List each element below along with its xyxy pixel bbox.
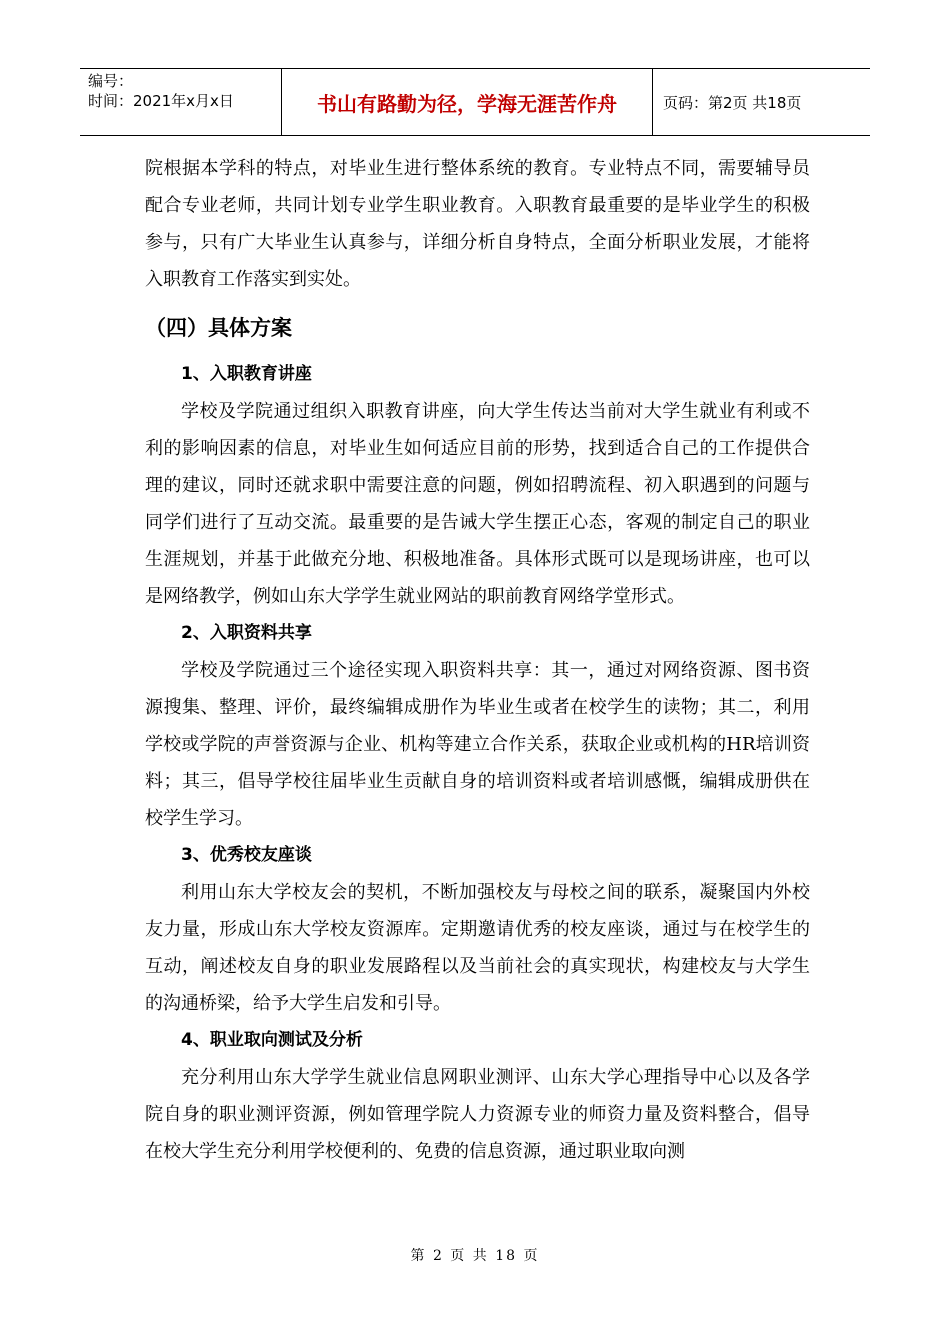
item-title: 4、职业取向测试及分析: [181, 1030, 363, 1050]
item-paragraph: 充分利用山东大学学生就业信息网职业测评、山东大学心理指导中心以及各学院自身的职业测评资源，例如管理学院人力资源专业的师资力量及资料整合，倡导在校大学生充分利用学校便利的、免费的信息资源，通过职业取向测: [145, 1067, 810, 1162]
document-date: 时间：2021年x月x日: [88, 92, 234, 110]
item-title: 1、入职教育讲座: [181, 364, 312, 384]
document-number: 编号：: [88, 72, 134, 90]
item-paragraph: 学校及学院通过三个途径实现入职资料共享：其一，通过对网络资源、图书资源搜集、整理、评价，最终编辑成册作为毕业生或者在校学生的读物；其二，利用学校或学院的声誉资源与企业、机构等建立合作关系，获取企业或机构的HR培训资料；其三，倡导学校往届毕业生贡献自身的培训资料或者培训感慨，编辑成册供在校学生学习。: [145, 660, 810, 829]
item-title: 3、优秀校友座谈: [181, 845, 312, 865]
header-meta: [80, 69, 282, 135]
section-title: （四）具体方案: [145, 316, 292, 340]
header-motto: 书山有路勤为径，学海无涯苦作舟: [282, 69, 653, 135]
item-paragraph: 学校及学院通过组织入职教育讲座，向大学生传达当前对大学生就业有利或不利的影响因素的信息，对毕业生如何适应目前的形势，找到适合自己的工作提供合理的建议，同时还就求职中需要注意的问题，例如招聘流程、初入职遇到的问题与同学们进行了互动交流。最重要的是告诫大学生摆正心态，客观的制定自己的职业生涯规划，并基于此做充分地、积极地准备。具体形式既可以是现场讲座，也可以是网络教学，例如山东大学学生就业网站的职前教育网络学堂形式。: [145, 401, 810, 607]
item-paragraph: 利用山东大学校友会的契机，不断加强校友与母校之间的联系，凝聚国内外校友力量，形成山东大学校友资源库。定期邀请优秀的校友座谈，通过与在校学生的互动，阐述校友自身的职业发展路程以及当前社会的真实现状，构建校友与大学生的沟通桥梁，给予大学生启发和引导。: [145, 882, 810, 1014]
item-title: 2、入职资料共享: [181, 623, 312, 643]
intro-paragraph: 院根据本学科的特点，对毕业生进行整体系统的教育。专业特点不同，需要辅导员配合专业老师，共同计划专业学生职业教育。入职教育最重要的是毕业学生的积极参与，只有广大毕业生认真参与，详细分析自身特点，全面分析职业发展，才能将入职教育工作落实到实处。: [145, 158, 810, 290]
document-body: [145, 150, 810, 1170]
page-header: [80, 68, 870, 136]
header-page-info: 页码：第2页 共18页: [663, 93, 802, 112]
page-footer: 第 2 页 共 18 页: [410, 1248, 540, 1264]
